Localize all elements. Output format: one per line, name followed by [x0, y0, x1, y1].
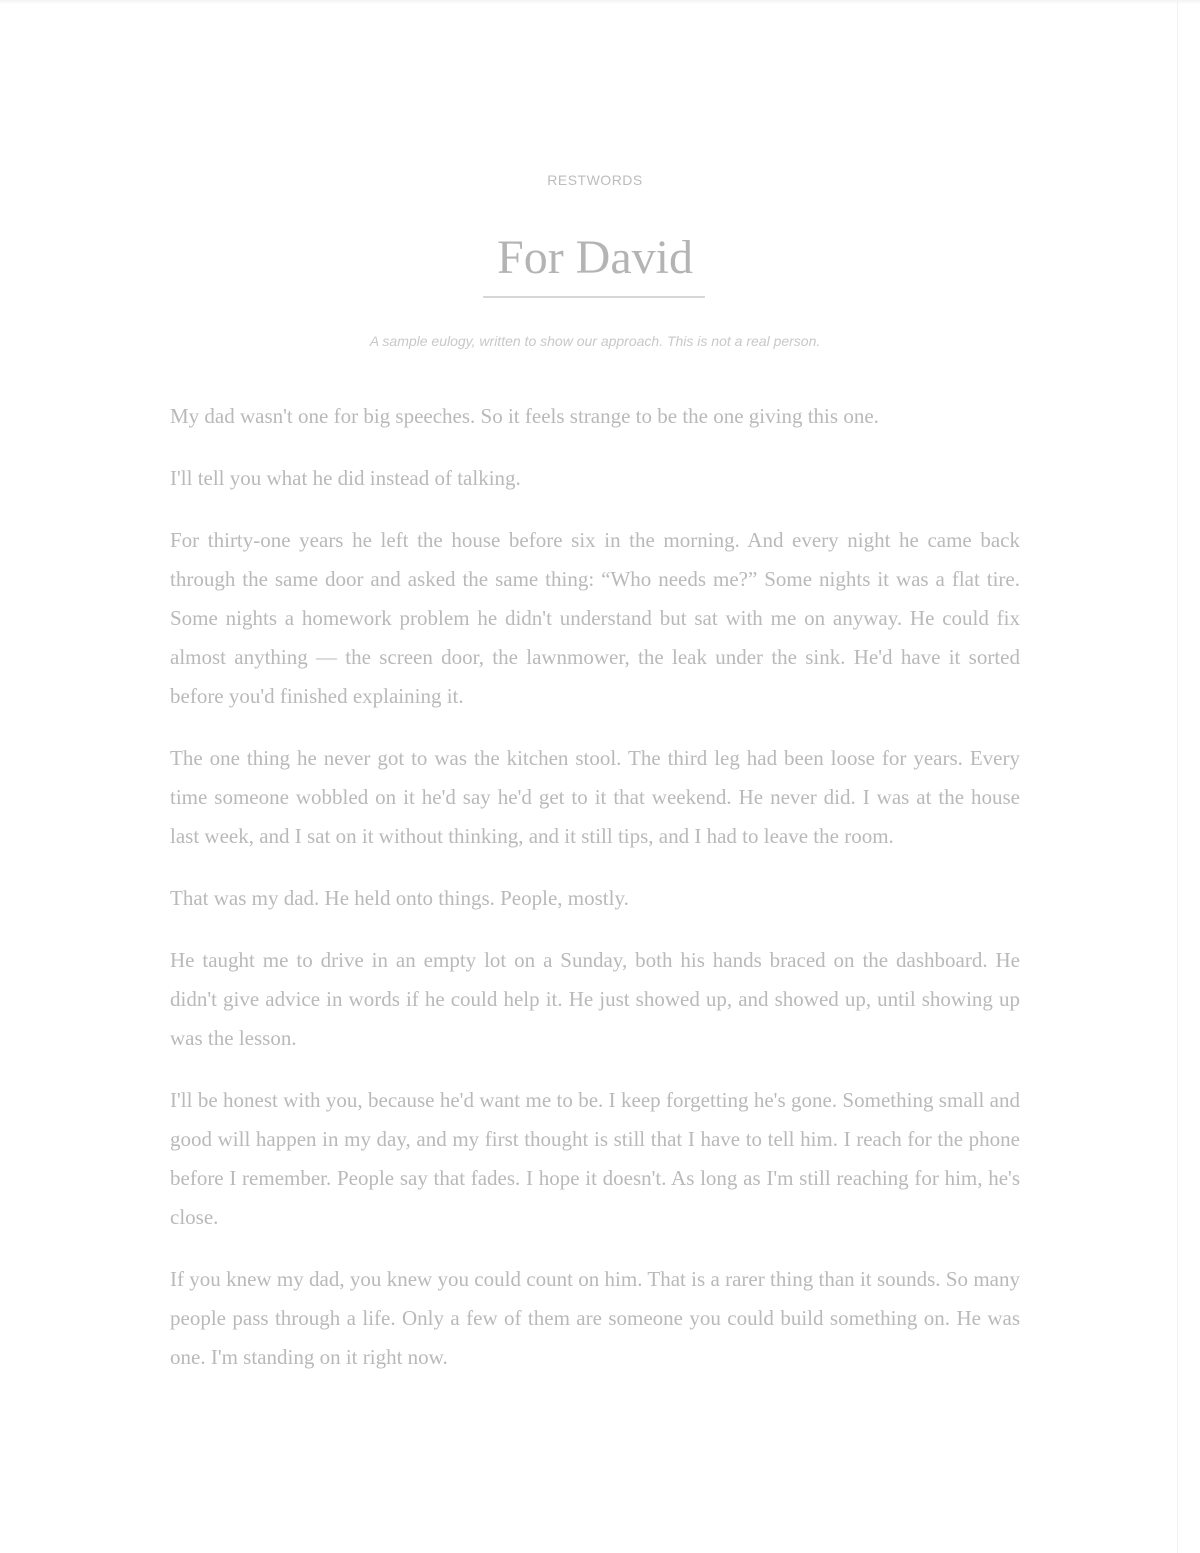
- eulogy-body: [170, 397, 1020, 1400]
- paragraph-2: I'll tell you what he did instead of talking.: [170, 466, 521, 490]
- brand-label: RESTWORDS: [547, 172, 643, 188]
- paragraph-4: The one thing he never got to was the kitchen stool. The third leg had been loose for years. Every time someone wobbled on it he'd say he'd get to it that weekend. He never did. I was at the house last week, and I sat on it without thinking, and it still tips, and I had to leave the room.: [170, 746, 1020, 848]
- page-edge: [1177, 0, 1178, 1553]
- paragraph-6: He taught me to drive in an empty lot on a Sunday, both his hands braced on the dashboard. He didn't give advice in words if he could help it. He just showed up, and showed up, until showing up was the lesson.: [170, 948, 1020, 1050]
- paragraph-8: If you knew my dad, you knew you could count on him. That is a rarer thing than it sounds. So many people pass through a life. Only a few of them are someone you could build something on. He was one. I'm standing on it right now.: [170, 1267, 1020, 1369]
- title-divider: [483, 296, 705, 298]
- paragraph-7: I'll be honest with you, because he'd want me to be. I keep forgetting he's gone. Something small and good will happen in my day, and my first thought is still that I have to tell him. I reach for the phone before I remember. People say that fades. I hope it doesn't. As long as I'm still reaching for him, he's close.: [170, 1088, 1020, 1229]
- top-shade: [0, 0, 1200, 4]
- sample-disclaimer: A sample eulogy, written to show our approach. This is not a real person.: [369, 333, 821, 349]
- paragraph-1: My dad wasn't one for big speeches. So it feels strange to be the one giving this one.: [170, 404, 879, 428]
- paragraph-5: That was my dad. He held onto things. People, mostly.: [170, 886, 629, 910]
- paragraph-3: For thirty-one years he left the house before six in the morning. And every night he came back through the same door and asked the same thing: “Who needs me?” Some nights it was a flat tire. Some nights a homework problem he didn't understand but sat with me on anyway. He could fix almost anything — the screen door, the lawnmower, the leak under the sink. He'd have it sorted before you'd finished explaining it.: [170, 528, 1020, 708]
- page-title: For David: [497, 231, 693, 284]
